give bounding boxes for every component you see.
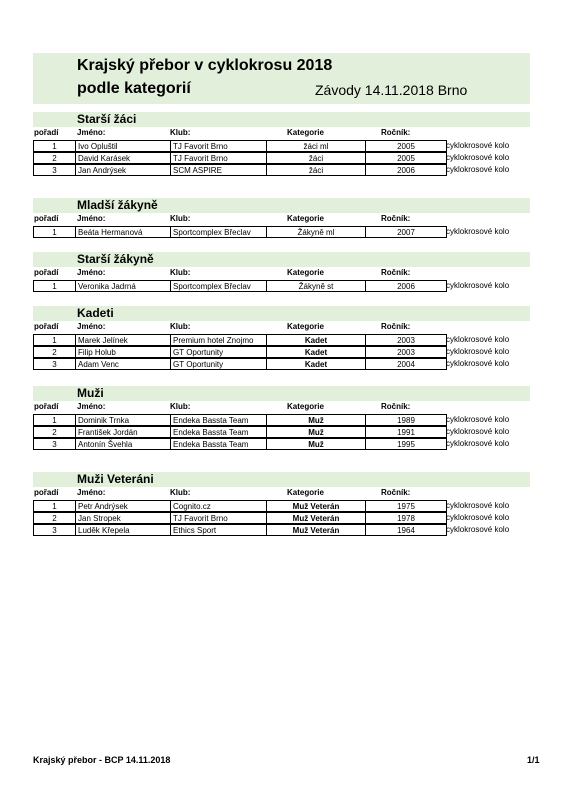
section-title: Kadeti <box>77 306 114 320</box>
rank-cell: 1 <box>33 334 75 346</box>
column-header-year: Ročník: <box>381 488 411 497</box>
table-row <box>33 140 510 152</box>
column-header-category: Kategorie <box>287 488 324 497</box>
column-header-rank: pořadí <box>34 322 59 331</box>
name-cell: František Jordán <box>75 426 170 438</box>
club-cell: SCM ASPIRE <box>170 164 266 176</box>
column-header-category: Kategorie <box>287 402 324 411</box>
category-cell: Muž <box>266 426 365 438</box>
table-row <box>33 438 510 450</box>
rank-cell: 3 <box>33 164 75 176</box>
category-cell: Žákyně st <box>266 280 365 292</box>
year-cell: 2006 <box>365 164 447 176</box>
table-row <box>33 164 510 176</box>
table-row <box>33 334 510 346</box>
rank-cell: 3 <box>33 438 75 450</box>
year-cell: 2005 <box>365 140 447 152</box>
name-cell: Luděk Křepela <box>75 524 170 536</box>
column-header-name: Jméno: <box>77 128 106 137</box>
column-header-year: Ročník: <box>381 268 411 277</box>
club-cell: Ethics Sport <box>170 524 266 536</box>
name-cell: Filip Holub <box>75 346 170 358</box>
category-cell: Muž Veterán <box>266 524 365 536</box>
column-header-rank: pořadí <box>34 402 59 411</box>
column-header-club: Klub: <box>170 128 191 137</box>
table-row <box>33 426 510 438</box>
column-header-name: Jméno: <box>77 268 106 277</box>
column-header-category: Kategorie <box>287 268 324 277</box>
name-cell: Antonín Švehla <box>75 438 170 450</box>
category-cell: Muž Veterán <box>266 500 365 512</box>
category-cell: Kadet <box>266 346 365 358</box>
race-date: Závody 14.11.2018 Brno <box>315 82 468 98</box>
name-cell: Beáta Hermanová <box>75 226 170 238</box>
table-row <box>33 512 510 524</box>
club-cell: GT Oportunity <box>170 346 266 358</box>
section-header <box>33 386 530 401</box>
table-row <box>33 280 510 292</box>
category-cell: Kadet <box>266 358 365 370</box>
name-cell: Veronika Jadrná <box>75 280 170 292</box>
name-cell: Jan Andrýsek <box>75 164 170 176</box>
column-header-year: Ročník: <box>381 322 411 331</box>
table-row <box>33 500 510 512</box>
name-cell: Adam Venc <box>75 358 170 370</box>
category-cell: Muž <box>266 414 365 426</box>
column-header-year: Ročník: <box>381 214 411 223</box>
bike-type-cell: cyklokrosové kolo <box>446 335 510 344</box>
page-number: 1/1 <box>527 755 540 765</box>
bike-type-cell: cyklokrosové kolo <box>446 227 510 236</box>
table-row <box>33 346 510 358</box>
section-title: Mladší žákyně <box>77 198 158 212</box>
bike-type-cell: cyklokrosové kolo <box>446 501 510 510</box>
section-title: Starší žákyně <box>77 252 154 266</box>
bike-type-cell: cyklokrosové kolo <box>446 513 510 522</box>
name-cell: Ivo Opluštil <box>75 140 170 152</box>
bike-type-cell: cyklokrosové kolo <box>446 415 510 424</box>
column-header-year: Ročník: <box>381 402 411 411</box>
section-title: Starší žáci <box>77 112 137 126</box>
year-cell: 2003 <box>365 334 447 346</box>
rank-cell: 2 <box>33 512 75 524</box>
table-row <box>33 414 510 426</box>
column-header-club: Klub: <box>170 402 191 411</box>
club-cell: Cognito.cz <box>170 500 266 512</box>
column-header-club: Klub: <box>170 322 191 331</box>
name-cell: Marek Jelínek <box>75 334 170 346</box>
category-cell: žáci ml <box>266 140 365 152</box>
category-cell: Muž <box>266 438 365 450</box>
club-cell: Endeka Bassta Team <box>170 438 266 450</box>
club-cell: TJ Favorit Brno <box>170 152 266 164</box>
footer-title: Krajský přebor - BCP 14.11.2018 <box>33 755 171 765</box>
page-title: Krajský přebor v cyklokrosu 2018 <box>77 57 333 74</box>
rank-cell: 1 <box>33 140 75 152</box>
year-cell: 1991 <box>365 426 447 438</box>
column-header-club: Klub: <box>170 214 191 223</box>
year-cell: 1964 <box>365 524 447 536</box>
table-row <box>33 226 510 238</box>
rank-cell: 2 <box>33 152 75 164</box>
column-header-year: Ročník: <box>381 128 411 137</box>
year-cell: 1975 <box>365 500 447 512</box>
column-header-rank: pořadí <box>34 268 59 277</box>
year-cell: 2003 <box>365 346 447 358</box>
column-header-club: Klub: <box>170 488 191 497</box>
table-row <box>33 524 510 536</box>
column-header-club: Klub: <box>170 268 191 277</box>
name-cell: Dominik Trnka <box>75 414 170 426</box>
year-cell: 2004 <box>365 358 447 370</box>
year-cell: 2005 <box>365 152 447 164</box>
year-cell: 1978 <box>365 512 447 524</box>
rank-cell: 1 <box>33 226 75 238</box>
column-header-name: Jméno: <box>77 214 106 223</box>
year-cell: 2007 <box>365 226 447 238</box>
table-row <box>33 358 510 370</box>
rank-cell: 1 <box>33 414 75 426</box>
bike-type-cell: cyklokrosové kolo <box>446 281 510 290</box>
name-cell: Jan Stropek <box>75 512 170 524</box>
table-row <box>33 152 510 164</box>
category-cell: Žákyně ml <box>266 226 365 238</box>
rank-cell: 2 <box>33 346 75 358</box>
bike-type-cell: cyklokrosové kolo <box>446 439 510 448</box>
section-title: Muži <box>77 386 104 400</box>
year-cell: 1995 <box>365 438 447 450</box>
club-cell: Endeka Bassta Team <box>170 414 266 426</box>
column-header-rank: pořadí <box>34 128 59 137</box>
name-cell: David Karásek <box>75 152 170 164</box>
page-subtitle: podle kategorií <box>77 80 191 97</box>
column-header-name: Jméno: <box>77 488 106 497</box>
column-header-rank: pořadí <box>34 214 59 223</box>
year-cell: 2006 <box>365 280 447 292</box>
category-cell: žáci <box>266 152 365 164</box>
column-header-category: Kategorie <box>287 128 324 137</box>
bike-type-cell: cyklokrosové kolo <box>446 427 510 436</box>
column-header-rank: pořadí <box>34 488 59 497</box>
rank-cell: 1 <box>33 280 75 292</box>
rank-cell: 1 <box>33 500 75 512</box>
bike-type-cell: cyklokrosové kolo <box>446 359 510 368</box>
section-title: Muži Veteráni <box>77 472 154 486</box>
club-cell: Premium hotel Znojmo <box>170 334 266 346</box>
bike-type-cell: cyklokrosové kolo <box>446 141 510 150</box>
club-cell: TJ Favorit Brno <box>170 140 266 152</box>
bike-type-cell: cyklokrosové kolo <box>446 525 510 534</box>
club-cell: Endeka Bassta Team <box>170 426 266 438</box>
column-header-name: Jméno: <box>77 322 106 331</box>
year-cell: 1989 <box>365 414 447 426</box>
club-cell: GT Oportunity <box>170 358 266 370</box>
club-cell: Sportcomplex Břeclav <box>170 280 266 292</box>
column-header-category: Kategorie <box>287 322 324 331</box>
rank-cell: 2 <box>33 426 75 438</box>
bike-type-cell: cyklokrosové kolo <box>446 347 510 356</box>
name-cell: Petr Andrýsek <box>75 500 170 512</box>
bike-type-cell: cyklokrosové kolo <box>446 165 510 174</box>
column-header-category: Kategorie <box>287 214 324 223</box>
bike-type-cell: cyklokrosové kolo <box>446 153 510 162</box>
rank-cell: 3 <box>33 358 75 370</box>
club-cell: TJ Favorit Brno <box>170 512 266 524</box>
category-cell: žáci <box>266 164 365 176</box>
category-cell: Kadet <box>266 334 365 346</box>
column-header-name: Jméno: <box>77 402 106 411</box>
rank-cell: 3 <box>33 524 75 536</box>
club-cell: Sportcomplex Břeclav <box>170 226 266 238</box>
category-cell: Muž Veterán <box>266 512 365 524</box>
